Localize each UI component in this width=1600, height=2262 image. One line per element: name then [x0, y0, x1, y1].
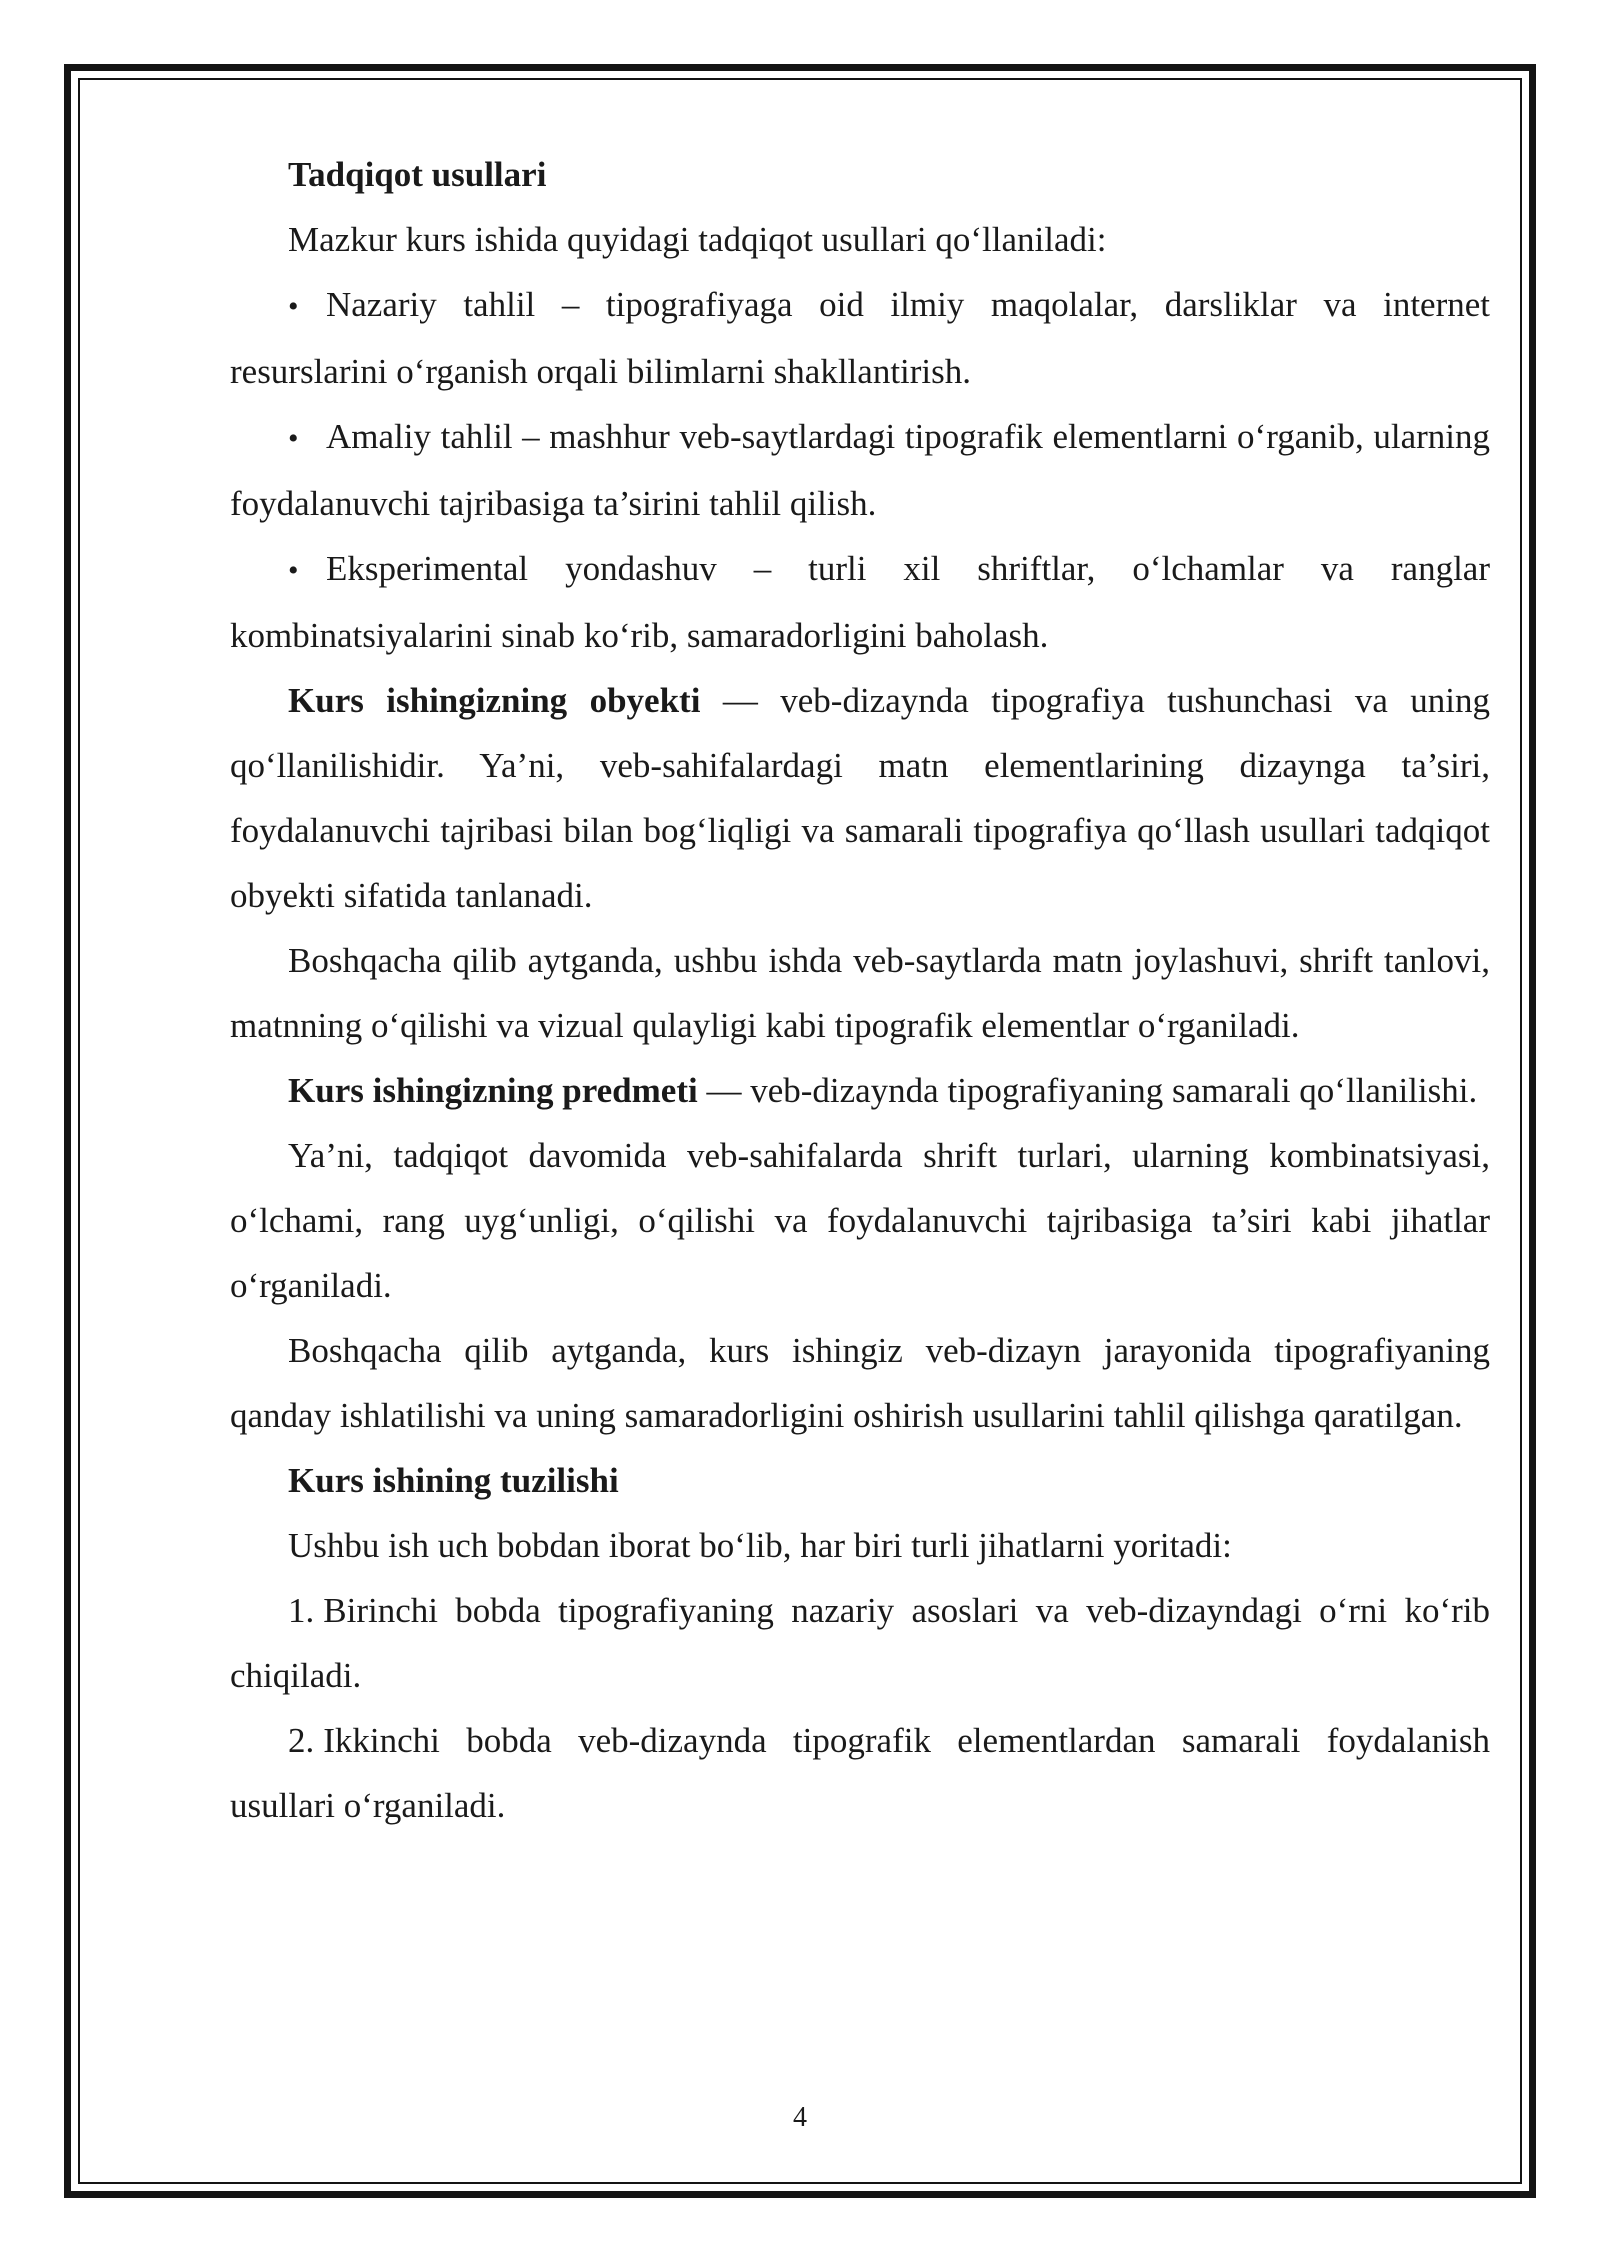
object-paragraph-2: Boshqacha qilib aytganda, ushbu ishda veb-saytlarda matn joylashuvi, shrift tanlovi, matnning o‘qilishi va vizual qulayligi kabi tipografik elementlar o‘rganiladi. — [230, 941, 1490, 1045]
chapter-text: Ikkinchi bobda veb-dizaynda tipografik elementlardan samarali foydalanish usullari o‘rganiladi. — [230, 1721, 1490, 1825]
subject-term: Kurs ishingizning predmeti — [288, 1071, 698, 1110]
subject-paragraph-2: Ya’ni, tadqiqot davomida veb-sahifalarda shrift turlari, ularning kombinatsiyasi, o‘lchami, rang uyg‘unligi, o‘qilishi va foydalanuvchi tajribasiga ta’siri kabi jihatlar o‘rganiladi. — [230, 1136, 1490, 1305]
bullet-item — [230, 272, 1490, 404]
bullet-text: Nazariy tahlil – tipografiyaga oid ilmiy maqolalar, darsliklar va internet resurslarini o‘rganish orqali bilimlarni shakllantirish. — [230, 285, 1490, 391]
object-term: Kurs ishingizning obyekti — [288, 681, 701, 720]
section-heading-methods: Tadqiqot usullari — [288, 155, 547, 194]
document-body — [230, 142, 1490, 1838]
object-paragraph — [230, 668, 1490, 928]
bullet-item — [230, 536, 1490, 668]
subject-paragraph-3: Boshqacha qilib aytganda, kurs ishingiz veb-dizayn jarayonida tipografiyaning qanday ishlatilishi va uning samaradorligini oshirish usullarini tahlil qilishga qaratilgan. — [230, 1331, 1490, 1435]
bullet-icon: • — [288, 422, 299, 455]
chapter-number: 2. — [288, 1721, 315, 1760]
chapter-text: Birinchi bobda tipografiyaning nazariy asoslari va veb-dizayndagi o‘rni ko‘rib chiqiladi. — [230, 1591, 1490, 1695]
subject-definition: — veb-dizaynda tipografiyaning samarali qo‘llanilishi. — [697, 1071, 1478, 1110]
bullet-icon: • — [288, 290, 299, 323]
bullet-text: Amaliy tahlil – mashhur veb-saytlardagi tipografik elementlarni o‘rganib, ularning foydalanuvchi tajribasiga ta’sirini tahlil qilish. — [230, 417, 1490, 523]
chapter-item — [230, 1578, 1490, 1708]
bullet-item — [230, 404, 1490, 536]
chapter-item — [230, 1708, 1490, 1838]
structure-intro: Ushbu ish uch bobdan iborat bo‘lib, har biri turli jihatlarni yoritadi: — [288, 1526, 1232, 1565]
page-number: 4 — [793, 2102, 807, 2133]
section-heading-structure: Kurs ishining tuzilishi — [288, 1461, 619, 1500]
chapter-number: 1. — [288, 1591, 315, 1630]
methods-intro: Mazkur kurs ishida quyidagi tadqiqot usullari qo‘llaniladi: — [288, 220, 1107, 259]
subject-paragraph — [230, 1058, 1490, 1123]
bullet-text: Eksperimental yondashuv – turli xil shriftlar, o‘lchamlar va ranglar kombinatsiyalarini sinab ko‘rib, samaradorligini baholash. — [230, 549, 1490, 655]
object-definition: — veb-dizaynda tipografiya tushunchasi va uning qo‘llanilishidir. Ya’ni, veb-sahifalardagi matn elementlarining dizaynga ta’siri, foydalanuvchi tajribasi bilan bog‘liqligi va samarali tipografiya qo‘llash usullari tadqiqot obyekti sifatida tanlanadi. — [230, 681, 1490, 915]
bullet-icon: • — [288, 554, 299, 587]
